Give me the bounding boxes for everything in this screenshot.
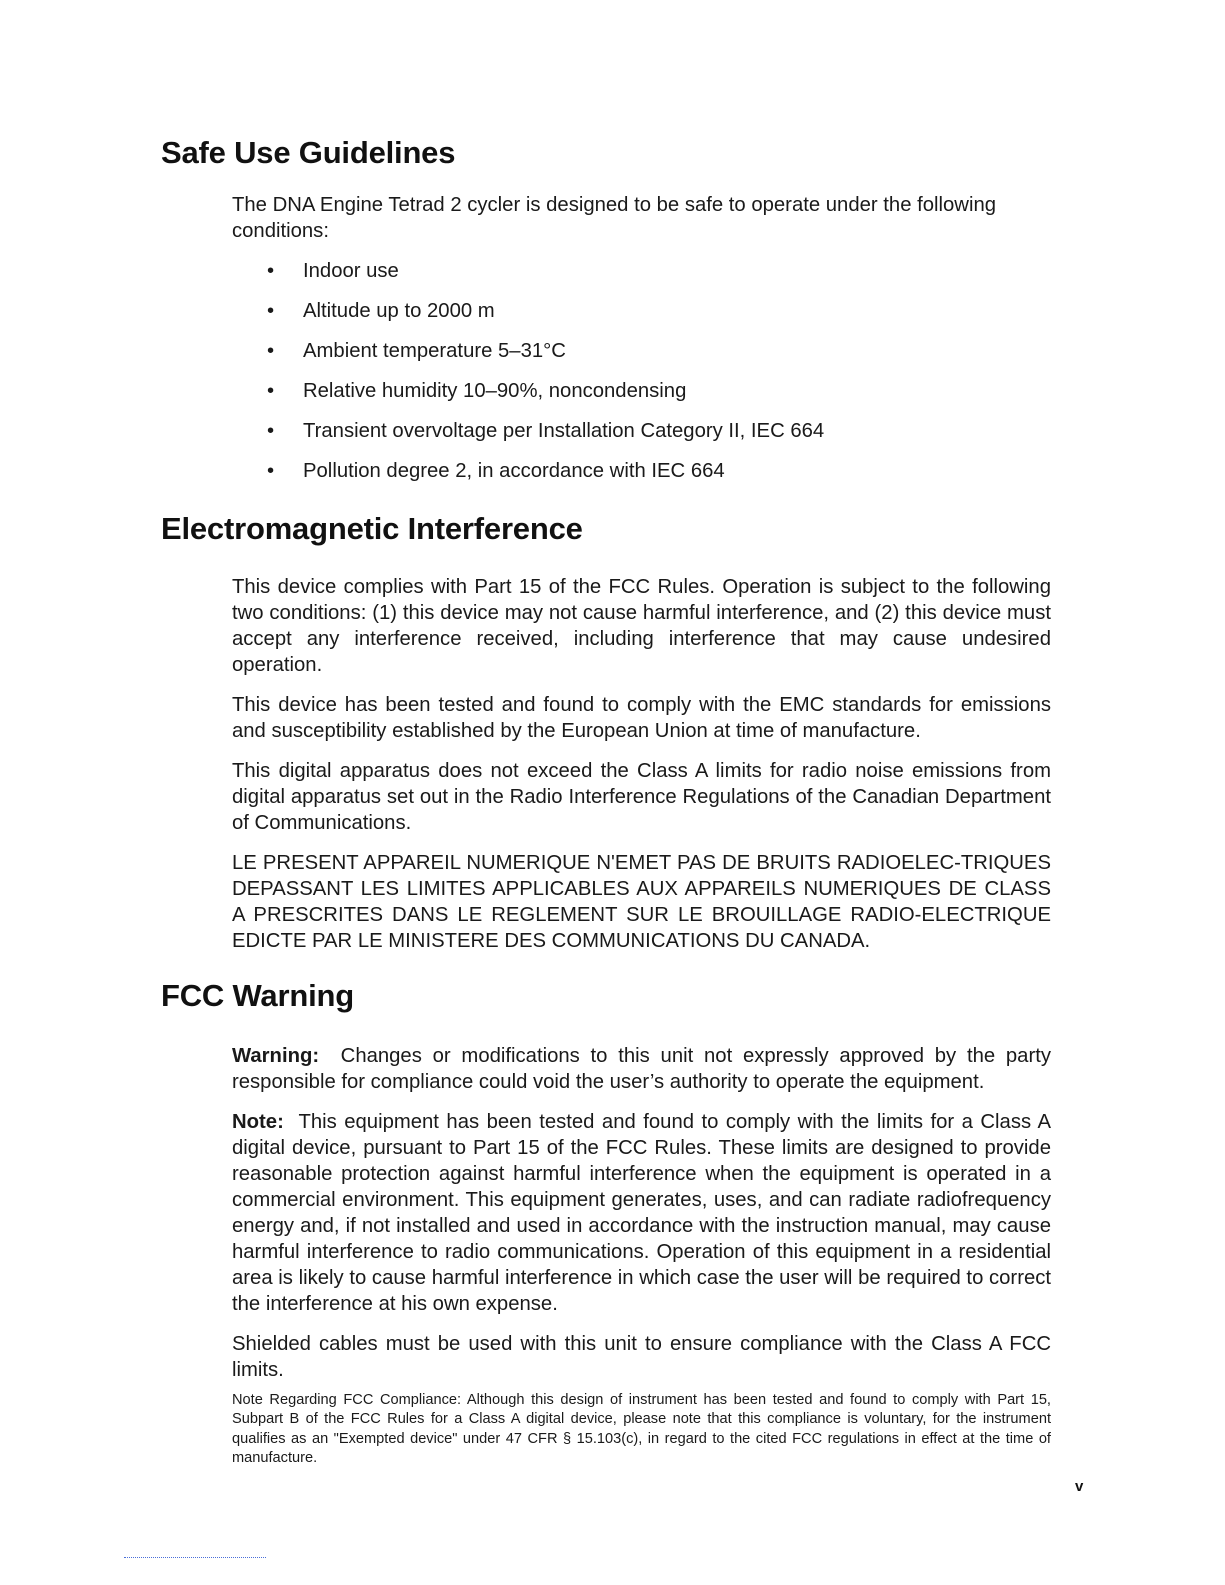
list-item bbox=[232, 458, 1051, 498]
bullet-icon: • bbox=[267, 260, 275, 282]
emi-heading: Electromagnetic Interference bbox=[161, 511, 583, 546]
fcc-compliance-note: Note Regarding FCC Compliance: Although this design of instrument has been tested and found to comply with Part 15, Subpart B of the FCC Rules for a Class A digital device, please note that this compliance is voluntary, for the instrument qualifies as an "Exempted device" under 47 CFR § 15.103(c), in regard to the cited FCC regulations in effect at the time of manufacture. bbox=[232, 1392, 1051, 1467]
list-item bbox=[232, 258, 1051, 298]
warning-text: Changes or modifications to this unit not expressly approved by the party responsible for compliance could void the user’s authority to operate the equipment. bbox=[232, 1045, 1051, 1093]
note-label: Note: bbox=[232, 1111, 284, 1133]
emi-section bbox=[232, 574, 1051, 954]
emi-paragraph-canada: This digital apparatus does not exceed the Class A limits for radio noise emissions from digital apparatus set out in the Radio Interference Regulations of the Canadian Department of Communications. bbox=[232, 760, 1051, 834]
safe-use-heading: Safe Use Guidelines bbox=[161, 135, 456, 170]
bullet-icon: • bbox=[267, 380, 275, 402]
fcc-section bbox=[232, 1043, 1051, 1469]
shielded-cables-paragraph: Shielded cables must be used with this unit to ensure compliance with the Class A FCC limits. bbox=[232, 1333, 1051, 1381]
list-item-text: Indoor use bbox=[303, 260, 399, 282]
fcc-warning-paragraph bbox=[232, 1043, 1051, 1095]
note-text: This equipment has been tested and found to comply with the limits for a Class A digital device, pursuant to Part 15 of the FCC Rules. These limits are designed to provide reasonable protection against harmful interference when the equipment is operated in a commercial environment. This equipment generates, uses, and can radiate radiofrequency energy and, if not installed and used in accordance with the instruction manual, may cause harmful interference to radio communications. Operation of this equipment in a residential area is likely to cause harmful interference in which case the user will be required to correct the interference at his own expense. bbox=[232, 1111, 1051, 1315]
safe-use-conditions-list bbox=[232, 258, 1051, 498]
warning-label: Warning: bbox=[232, 1045, 320, 1067]
emi-paragraph-fcc-part15: This device complies with Part 15 of the FCC Rules. Operation is subject to the following two conditions: (1) this device may not cause harmful interference, and (2) this device must accept any interference received, including interference that may cause undesired operation. bbox=[232, 576, 1051, 676]
list-item bbox=[232, 298, 1051, 338]
bullet-icon: • bbox=[267, 460, 275, 482]
safe-use-intro: The DNA Engine Tetrad 2 cycler is designed to be safe to operate under the following conditions: bbox=[232, 194, 997, 242]
list-item-text: Transient overvoltage per Installation Category II, IEC 664 bbox=[303, 420, 825, 442]
list-item bbox=[232, 418, 1051, 458]
fcc-heading: FCC Warning bbox=[161, 978, 354, 1013]
footer-divider bbox=[124, 1557, 266, 1558]
bullet-icon: • bbox=[267, 420, 275, 442]
list-item-text: Ambient temperature 5–31°C bbox=[303, 340, 566, 362]
fcc-note-paragraph bbox=[232, 1109, 1051, 1317]
list-item-text: Relative humidity 10–90%, noncondensing bbox=[303, 380, 687, 402]
bullet-icon: • bbox=[267, 340, 275, 362]
list-item bbox=[232, 338, 1051, 378]
bullet-icon: • bbox=[267, 300, 275, 322]
list-item-text: Pollution degree 2, in accordance with IEC 664 bbox=[303, 460, 725, 482]
list-item bbox=[232, 378, 1051, 418]
safe-use-section bbox=[232, 192, 1051, 498]
emi-paragraph-eu: This device has been tested and found to comply with the EMC standards for emissions and susceptibility established by the European Union at time of manufacture. bbox=[232, 694, 1051, 742]
emi-paragraph-french: LE PRESENT APPAREIL NUMERIQUE N'EMET PAS DE BRUITS RADIOELEC-TRIQUES DEPASSANT LES LIMITES APPLICABLES AUX APPAREILS NUMERIQUES DE CLASS A PRESCRITES DANS LE REGLEMENT SUR LE BROUILLAGE RADIO-ELECTRIQUE EDICTE PAR LE MINISTERE DES COMMUNICATIONS DU CANADA. bbox=[232, 852, 1051, 952]
page-number: v bbox=[1075, 1478, 1084, 1495]
list-item-text: Altitude up to 2000 m bbox=[303, 300, 495, 322]
